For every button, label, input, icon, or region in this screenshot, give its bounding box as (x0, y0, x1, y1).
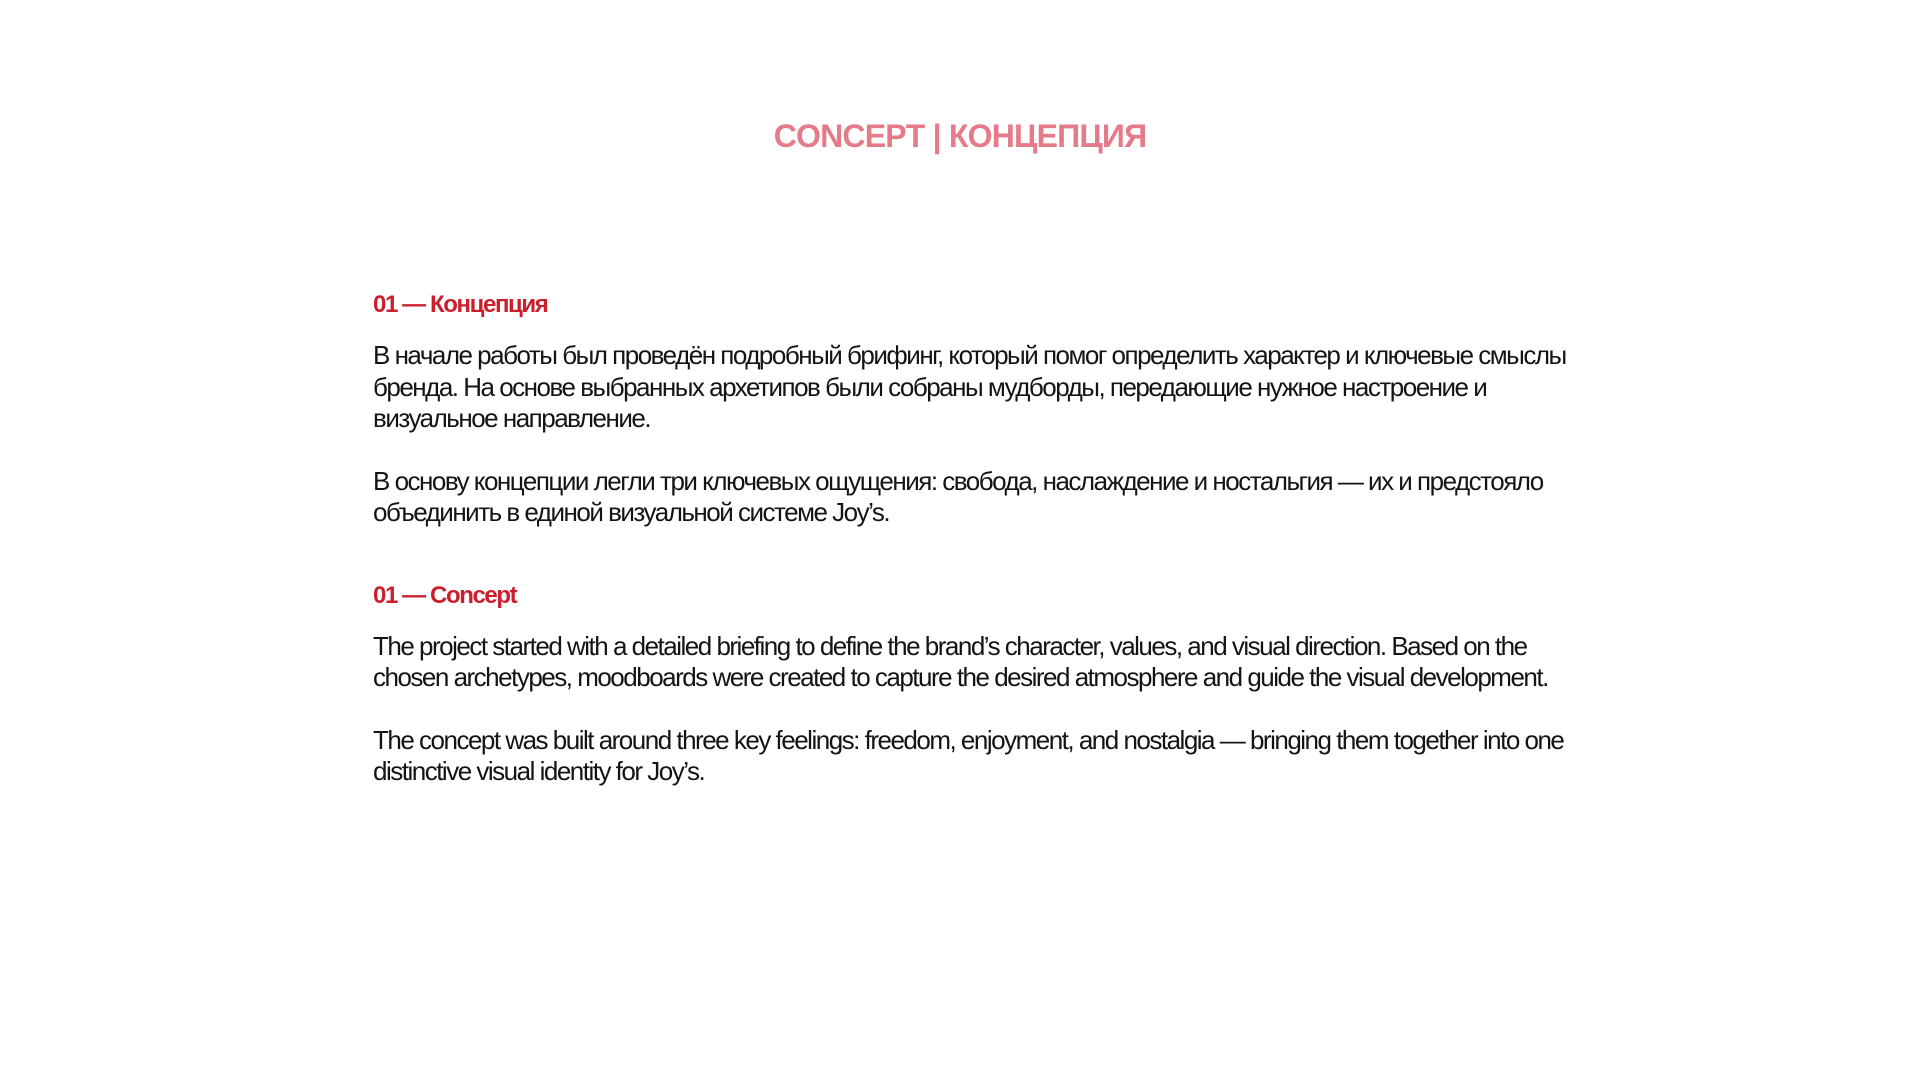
page-title: CONCEPT | КОНЦЕПЦИЯ (773, 118, 1147, 154)
paragraph: The project started with a detailed briefing to define the brand’s character, values, and visual direction. Based on the chosen archetypes, moodboards were created to capture the desired atmosphere and guide the visual development. (373, 630, 1548, 692)
content-area (373, 290, 1573, 788)
paragraph: В основу концепции легли три ключевых ощущения: свобода, наслаждение и ностальгия — их и предстояло объединить в единой визуальной системе Joy’s. (373, 465, 1543, 527)
section-heading: 01 — Концепция (373, 291, 548, 318)
section-russian-concept (373, 290, 1573, 529)
paragraph: В начале работы был проведён подробный брифинг, который помог определить характер и ключевые смыслы бренда. На основе выбранных архетипов были собраны мудборды, передающие нужное настроение и визуальное направление. (373, 340, 1566, 433)
paragraph: The concept was built around three key feelings: freedom, enjoyment, and nostalgia — bringing them together into one distinctive visual identity for Joy’s. (373, 724, 1564, 786)
section-heading: 01 — Concept (373, 581, 517, 609)
section-english-concept (373, 581, 1573, 788)
